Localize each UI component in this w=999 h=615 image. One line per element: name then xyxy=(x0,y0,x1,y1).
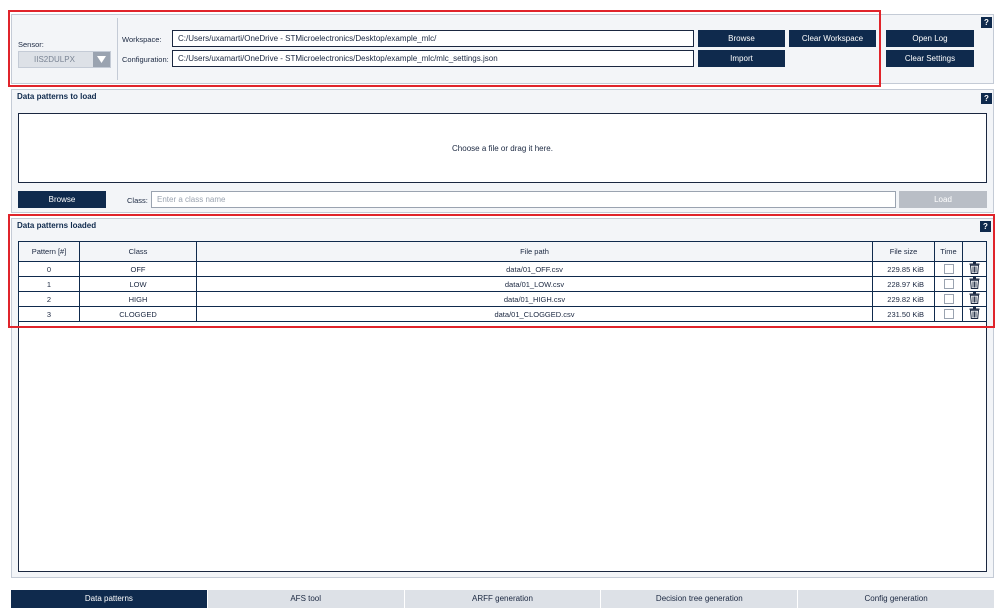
drop-zone-text: Choose a file or drag it here. xyxy=(452,144,553,153)
cell-pattern: 0 xyxy=(19,262,80,277)
cell-pattern: 2 xyxy=(19,292,80,307)
table-header-row xyxy=(19,242,987,262)
cell-delete xyxy=(963,262,987,277)
sensor-select-value: IIS2DULPX xyxy=(34,55,75,64)
chevron-down-icon[interactable] xyxy=(93,52,110,67)
table-row xyxy=(19,292,987,307)
clear-settings-button[interactable]: Clear Settings xyxy=(886,50,974,67)
cell-time xyxy=(935,277,963,292)
cell-class: OFF xyxy=(80,262,197,277)
cell-time xyxy=(935,262,963,277)
cell-delete xyxy=(963,307,987,322)
cell-file-path: data/01_CLOGGED.csv xyxy=(197,307,873,322)
loaded-section-title: Data patterns loaded xyxy=(17,221,97,230)
header-divider xyxy=(117,18,118,80)
load-section-title: Data patterns to load xyxy=(17,92,97,101)
tab-decision-tree-generation[interactable]: Decision tree generation xyxy=(601,590,798,608)
import-button[interactable]: Import xyxy=(698,50,785,67)
trash-icon[interactable] xyxy=(969,277,980,289)
cell-class: LOW xyxy=(80,277,197,292)
trash-icon[interactable] xyxy=(969,262,980,274)
cell-pattern: 3 xyxy=(19,307,80,322)
open-log-button[interactable]: Open Log xyxy=(886,30,974,47)
bottom-tab-bar xyxy=(11,590,994,608)
sensor-select[interactable] xyxy=(18,51,111,68)
table-row xyxy=(19,277,987,292)
time-checkbox[interactable] xyxy=(944,279,954,289)
workspace-label: Workspace: xyxy=(122,35,162,44)
table-row xyxy=(19,262,987,277)
cell-file-size: 228.97 KiB xyxy=(873,277,935,292)
class-label: Class: xyxy=(127,196,148,205)
workspace-field[interactable]: C:/Users/uxamarti/OneDrive - STMicroelectronics/Desktop/example_mlc/ xyxy=(172,30,694,47)
column-header-time: Time xyxy=(935,242,963,262)
tab-data-patterns[interactable]: Data patterns xyxy=(11,590,208,608)
loaded-help-icon[interactable]: ? xyxy=(980,221,991,232)
load-button[interactable]: Load xyxy=(899,191,987,208)
load-browse-button[interactable]: Browse xyxy=(18,191,106,208)
clear-workspace-button[interactable]: Clear Workspace xyxy=(789,30,876,47)
cell-file-path: data/01_OFF.csv xyxy=(197,262,873,277)
header-help-icon[interactable]: ? xyxy=(981,17,992,28)
cell-file-size: 229.85 KiB xyxy=(873,262,935,277)
cell-file-size: 231.50 KiB xyxy=(873,307,935,322)
workspace-browse-button[interactable]: Browse xyxy=(698,30,785,47)
class-name-input[interactable] xyxy=(151,191,896,208)
cell-class: HIGH xyxy=(80,292,197,307)
column-header-file-path: File path xyxy=(197,242,873,262)
configuration-field[interactable]: C:/Users/uxamarti/OneDrive - STMicroelectronics/Desktop/example_mlc/mlc_settings.json xyxy=(172,50,694,67)
cell-time xyxy=(935,292,963,307)
column-header-pattern: Pattern [#] xyxy=(19,242,80,262)
cell-delete xyxy=(963,277,987,292)
tab-config-generation[interactable]: Config generation xyxy=(798,590,994,608)
tab-afs-tool[interactable]: AFS tool xyxy=(208,590,405,608)
column-header-delete xyxy=(963,242,987,262)
sensor-label: Sensor: xyxy=(18,40,44,49)
time-checkbox[interactable] xyxy=(944,264,954,274)
column-header-file-size: File size xyxy=(873,242,935,262)
cell-delete xyxy=(963,292,987,307)
time-checkbox[interactable] xyxy=(944,294,954,304)
time-checkbox[interactable] xyxy=(944,309,954,319)
cell-class: CLOGGED xyxy=(80,307,197,322)
table-row xyxy=(19,307,987,322)
trash-icon[interactable] xyxy=(969,292,980,304)
cell-file-size: 229.82 KiB xyxy=(873,292,935,307)
file-drop-zone[interactable] xyxy=(18,113,987,183)
load-help-icon[interactable]: ? xyxy=(981,93,992,104)
header-panel xyxy=(11,14,994,84)
column-header-class: Class xyxy=(80,242,197,262)
cell-pattern: 1 xyxy=(19,277,80,292)
cell-time xyxy=(935,307,963,322)
configuration-label: Configuration: xyxy=(122,55,169,64)
cell-file-path: data/01_LOW.csv xyxy=(197,277,873,292)
cell-file-path: data/01_HIGH.csv xyxy=(197,292,873,307)
loaded-table xyxy=(18,241,987,322)
tab-arff-generation[interactable]: ARFF generation xyxy=(405,590,602,608)
trash-icon[interactable] xyxy=(969,307,980,319)
